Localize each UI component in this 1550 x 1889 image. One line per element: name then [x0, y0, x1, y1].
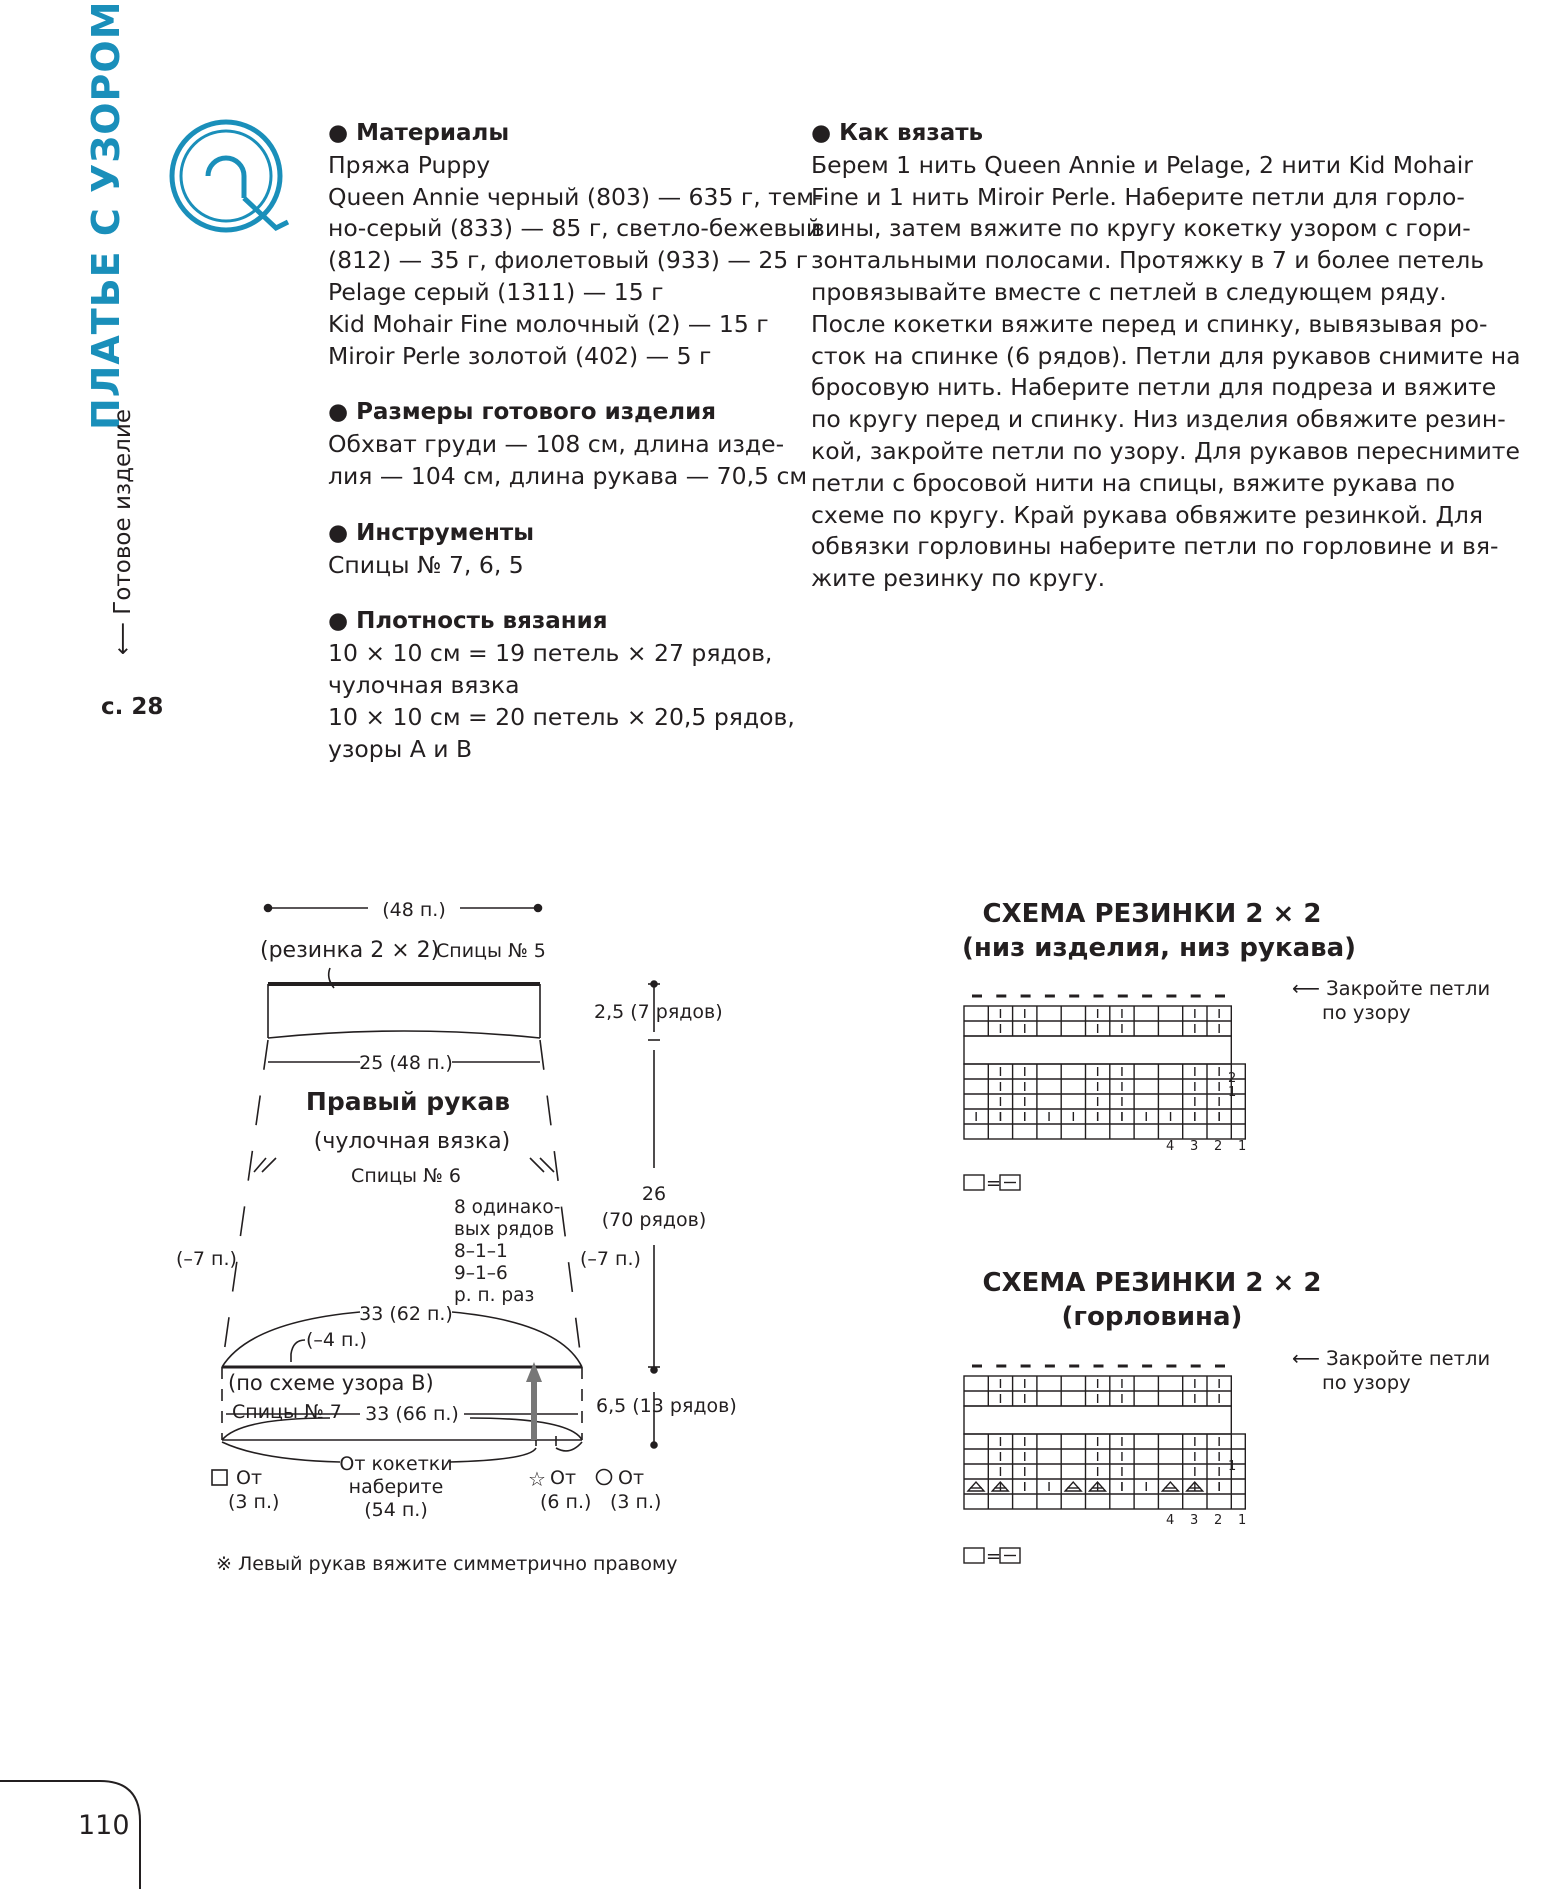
- schema1-grid: [960, 980, 1290, 1200]
- gauge-line: чулочная вязка: [328, 670, 520, 699]
- decrease-line: 8–1–1: [454, 1241, 508, 1262]
- gauge-line: узоры А и В: [328, 734, 473, 763]
- legend-equals: =: [986, 1546, 1002, 1567]
- howto-line: обвязки горловины наберите петли по горловине и вя-: [811, 532, 1499, 561]
- page-reference: с. 28: [101, 694, 164, 720]
- materials-line: Kid Mohair Fine молочный (2) — 15 г: [328, 309, 769, 338]
- sizes-line: Обхват груди — 108 см, длина изде-: [328, 430, 785, 459]
- materials-line: Queen Annie черный (803) — 635 г, тем-: [328, 182, 823, 211]
- from-square-count: (3 п.): [228, 1491, 280, 1513]
- rib-height-label: 2,5 (7 рядов): [594, 1001, 723, 1023]
- from-circle-count: (3 п.): [610, 1491, 662, 1513]
- from-star-count: (6 п.): [540, 1491, 592, 1513]
- cuff-width-label: 25 (48 п.): [359, 1052, 453, 1074]
- row-number: 1: [1228, 1085, 1237, 1100]
- from-star-label: От: [550, 1467, 577, 1489]
- howto-line: Берем 1 нить Queen Annie и Pelage, 2 нити Kid Mohair: [811, 150, 1473, 179]
- gauge-heading: ● Плотность вязания: [328, 608, 608, 635]
- howto-line: зонтальными полосами. Протяжку в 7 и более петель: [811, 246, 1485, 275]
- legend-equals: =: [986, 1173, 1002, 1194]
- schema2-bindoff-note: ⟵ Закройте петли по узору: [1292, 1347, 1491, 1394]
- howto-section: [811, 118, 1521, 595]
- howto-line: жите резинку по кругу.: [811, 564, 1106, 593]
- howto-heading: ● Как вязать: [811, 120, 984, 146]
- gauge-section: [328, 606, 798, 765]
- howto-line: петли с бросовой нити на спицы, вяжите рукава по: [811, 468, 1456, 497]
- legend-empty-cell-icon: [964, 1175, 984, 1190]
- materials-line: но-серый (833) — 85 г, светло-бежевый: [328, 214, 822, 243]
- from-circle-label: От: [618, 1467, 645, 1489]
- tools-section: [328, 518, 798, 582]
- mid-width-label: 33 (62 п.): [359, 1303, 453, 1325]
- arrow-left-icon: ⟵: [1292, 1347, 1327, 1370]
- decrease-line: вых рядов: [454, 1219, 555, 1240]
- howto-line: схеме по кругу. Край рукава обвяжите резинкой. Для: [811, 500, 1483, 529]
- sleeve-title: Правый рукав: [305, 1087, 511, 1116]
- needles5-label: Спицы № 5: [436, 940, 546, 962]
- legend-empty-cell-icon: [964, 1548, 984, 1563]
- col-number: 3: [1190, 1139, 1199, 1154]
- page-number: 110: [78, 1810, 130, 1841]
- decrease-line: 9–1–6: [454, 1263, 508, 1284]
- materials-section: [328, 118, 823, 372]
- schema1-title: СХЕМА РЕЗИНКИ 2 × 2 (низ изделия, низ рукава): [962, 899, 1357, 963]
- col-number: 2: [1214, 1139, 1223, 1154]
- col-number: 1: [1238, 1139, 1247, 1154]
- sizes-section: [328, 397, 808, 492]
- col-number: 3: [1190, 1513, 1199, 1528]
- materials-line: Пряжа Puppy: [328, 150, 491, 179]
- length-rows-label: (70 рядов): [601, 1209, 707, 1231]
- materials-line: Pelage серый (1311) — 15 г: [328, 277, 664, 306]
- materials-line: Miroir Perle золотой (402) — 5 г: [328, 341, 712, 370]
- info-column: [328, 118, 823, 790]
- decrease-line: 8 одинако-: [454, 1197, 561, 1218]
- side-title: ПЛАТЬЕ С УЗОРОМ: [84, 0, 128, 430]
- sleeve-diagram: [0, 880, 760, 1580]
- schema2-grid: [960, 1350, 1290, 1570]
- yoke-line: наберите: [348, 1476, 444, 1498]
- col-number: 2: [1214, 1513, 1223, 1528]
- tools-line: Спицы № 7, 6, 5: [328, 550, 524, 579]
- howto-line: После кокетки вяжите перед и спинку, вывязывая ро-: [811, 309, 1488, 338]
- gauge-line: 10 × 10 см = 20 петель × 20,5 рядов,: [328, 702, 795, 731]
- schema1-bindoff-note: ⟵ Закройте петли по узору: [1292, 977, 1491, 1024]
- arrow-left-icon: ⟵: [110, 614, 136, 655]
- howto-line: бросовую нить. Наберите петли для подреза и вяжите: [811, 373, 1497, 402]
- yoke-line: (54 п.): [364, 1499, 428, 1521]
- arrow-up-icon: [526, 1362, 542, 1382]
- howto-line: кой, закройте петли по узору. Для рукавов переснимите: [811, 436, 1520, 465]
- sizes-heading: ● Размеры готового изделия: [328, 399, 717, 426]
- tools-heading: ● Инструменты: [328, 519, 535, 546]
- gauge-line: 10 × 10 см = 19 петель × 27 рядов,: [328, 639, 773, 668]
- bottom-height-label: 6,5 (13 рядов): [596, 1395, 737, 1417]
- q-logo-icon: [168, 118, 290, 238]
- row-number: 2: [1228, 1071, 1237, 1086]
- rib-label: (резинка 2 × 2): [260, 938, 440, 963]
- col-number: 4: [1166, 1513, 1175, 1528]
- materials-heading: ● Материалы: [328, 120, 510, 146]
- decrease-right-label: (–7 п.): [580, 1248, 641, 1270]
- howto-line: провязывайте вместе с петлей в следующем ряду.: [811, 277, 1447, 306]
- schema2-title: СХЕМА РЕЗИНКИ 2 × 2 (горловина): [982, 1268, 1322, 1332]
- bottom-width-label: 33 (66 п.): [365, 1403, 459, 1425]
- needles6-label: Спицы № 6: [351, 1165, 461, 1187]
- length-label: 26: [641, 1183, 667, 1205]
- col-number: 1: [1238, 1513, 1247, 1528]
- needles7-label: Спицы № 7: [232, 1401, 342, 1423]
- col-number: 4: [1166, 1139, 1175, 1154]
- square-marker-icon: [212, 1470, 227, 1485]
- arrow-left-icon: ⟵: [1292, 977, 1327, 1000]
- circle-marker-icon: [597, 1470, 612, 1485]
- decrease-left-label: (–7 п.): [176, 1248, 237, 1270]
- howto-line: по кругу перед и спинку. Низ изделия обвяжите резин-: [811, 405, 1506, 434]
- star-marker-icon: ☆: [528, 1467, 546, 1491]
- howto-line: Fine и 1 нить Miroir Perle. Наберите петли для горло-: [811, 182, 1465, 211]
- materials-line: (812) — 35 г, фиолетовый (933) — 25 г: [328, 246, 809, 275]
- row-number: 1: [1228, 1459, 1237, 1474]
- side-subtitle: ⟵ Готовое изделие: [110, 409, 136, 655]
- top-width-label: (48 п.): [382, 899, 446, 921]
- sleeve-note: ※ Левый рукав вяжите симметрично правому: [216, 1553, 678, 1575]
- from-square-label: От: [236, 1467, 263, 1489]
- sleeve-stitch: (чулочная вязка): [313, 1129, 511, 1154]
- decrease4-label: (–4 п.): [306, 1329, 367, 1351]
- pattern-b-label: (по схеме узора В): [228, 1371, 434, 1395]
- howto-line: сток на спинке (6 рядов). Петли для рукавов снимите на: [811, 341, 1521, 370]
- sizes-line: лия — 104 см, длина рукава — 70,5 см: [328, 461, 808, 490]
- yoke-line: От кокетки: [339, 1453, 453, 1475]
- decrease-line: р. п. раз: [454, 1285, 535, 1306]
- howto-line: вины, затем вяжите по кругу кокетку узором с гори-: [811, 214, 1471, 243]
